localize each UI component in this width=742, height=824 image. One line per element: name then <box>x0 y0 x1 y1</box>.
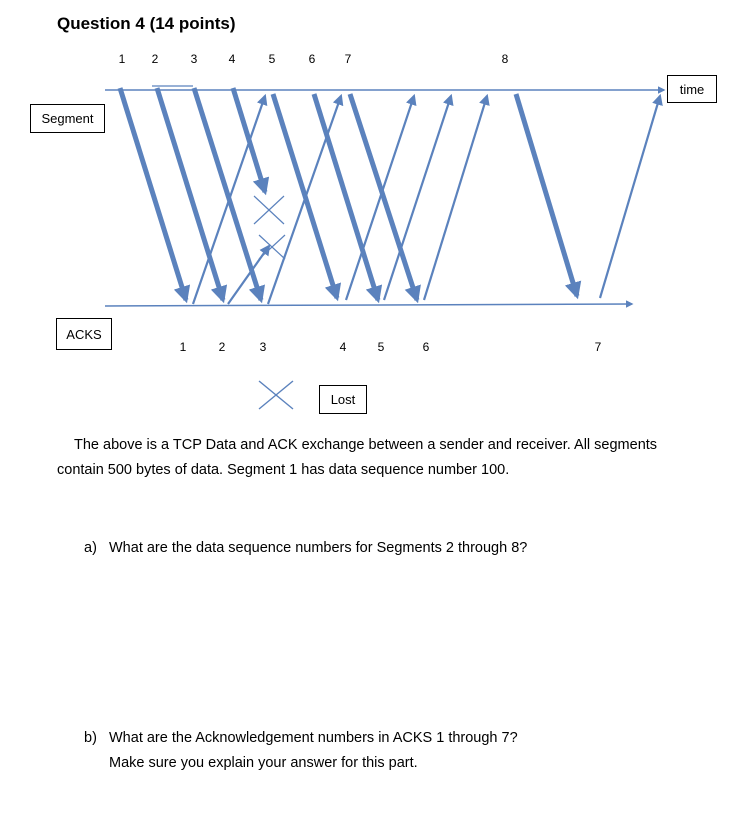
ack-number-2: 2 <box>218 340 226 354</box>
segment-arrow-2 <box>157 88 223 300</box>
ack-number-4: 4 <box>339 340 347 354</box>
segment-label-box <box>30 104 105 133</box>
segment-number-1: 1 <box>118 52 126 66</box>
description-line-1: The above is a TCP Data and ACK exchange between a sender and receiver. All segments <box>74 437 658 453</box>
segment-arrow-6 <box>350 94 417 300</box>
segment-label: Segment <box>41 111 94 126</box>
segment-arrow-3 <box>194 88 261 300</box>
lost-cross-ack-2 <box>259 235 285 259</box>
acks-label-box <box>56 318 112 350</box>
receiver-time-axis <box>105 304 632 306</box>
question-a-text: What are the data sequence numbers for Segments 2 through 8? <box>109 540 528 556</box>
lost-legend-label: Lost <box>330 392 356 407</box>
segment-number-3: 3 <box>190 52 198 66</box>
question-b-text-line-1: What are the Acknowledgement numbers in ACKS 1 through 7? <box>109 730 518 746</box>
ack-number-3: 3 <box>259 340 267 354</box>
description-paragraph <box>57 433 707 483</box>
segment-number-7: 7 <box>344 52 352 66</box>
ack-arrow-4 <box>346 96 414 300</box>
legend-lost-cross <box>259 381 293 409</box>
lost-legend-box <box>319 385 367 414</box>
description-line-2: contain 500 bytes of data. Segment 1 has data sequence number 100. <box>57 462 510 478</box>
question-a-marker: a) <box>84 540 97 556</box>
question-title: Question 4 (14 points) <box>57 14 236 33</box>
segment-number-8: 8 <box>501 52 509 66</box>
question-b-text-line-2: Make sure you explain your answer for this part. <box>109 755 418 771</box>
segment-arrow-1 <box>120 88 186 300</box>
question-a <box>84 536 527 561</box>
segment-arrow-5 <box>314 94 378 300</box>
segment-number-5: 5 <box>268 52 276 66</box>
lost-cross-segment-4 <box>254 196 284 224</box>
acks-label: ACKS <box>66 326 102 342</box>
segment-number-6: 6 <box>308 52 316 66</box>
segment-number-4: 4 <box>228 52 236 66</box>
segment-number-2: 2 <box>151 52 159 66</box>
ack-arrow-5 <box>384 96 451 300</box>
segment-arrow-8 <box>516 94 577 296</box>
ack-arrow-7 <box>600 96 660 298</box>
ack-number-1: 1 <box>179 340 187 354</box>
ack-number-5: 5 <box>377 340 385 354</box>
ack-number-6: 6 <box>422 340 430 354</box>
ack-arrow-6 <box>424 96 487 300</box>
time-label: time <box>679 81 705 97</box>
question-b <box>84 726 518 776</box>
time-label-box <box>667 75 717 103</box>
ack-number-7: 7 <box>594 340 602 354</box>
question-b-marker: b) <box>84 730 97 746</box>
